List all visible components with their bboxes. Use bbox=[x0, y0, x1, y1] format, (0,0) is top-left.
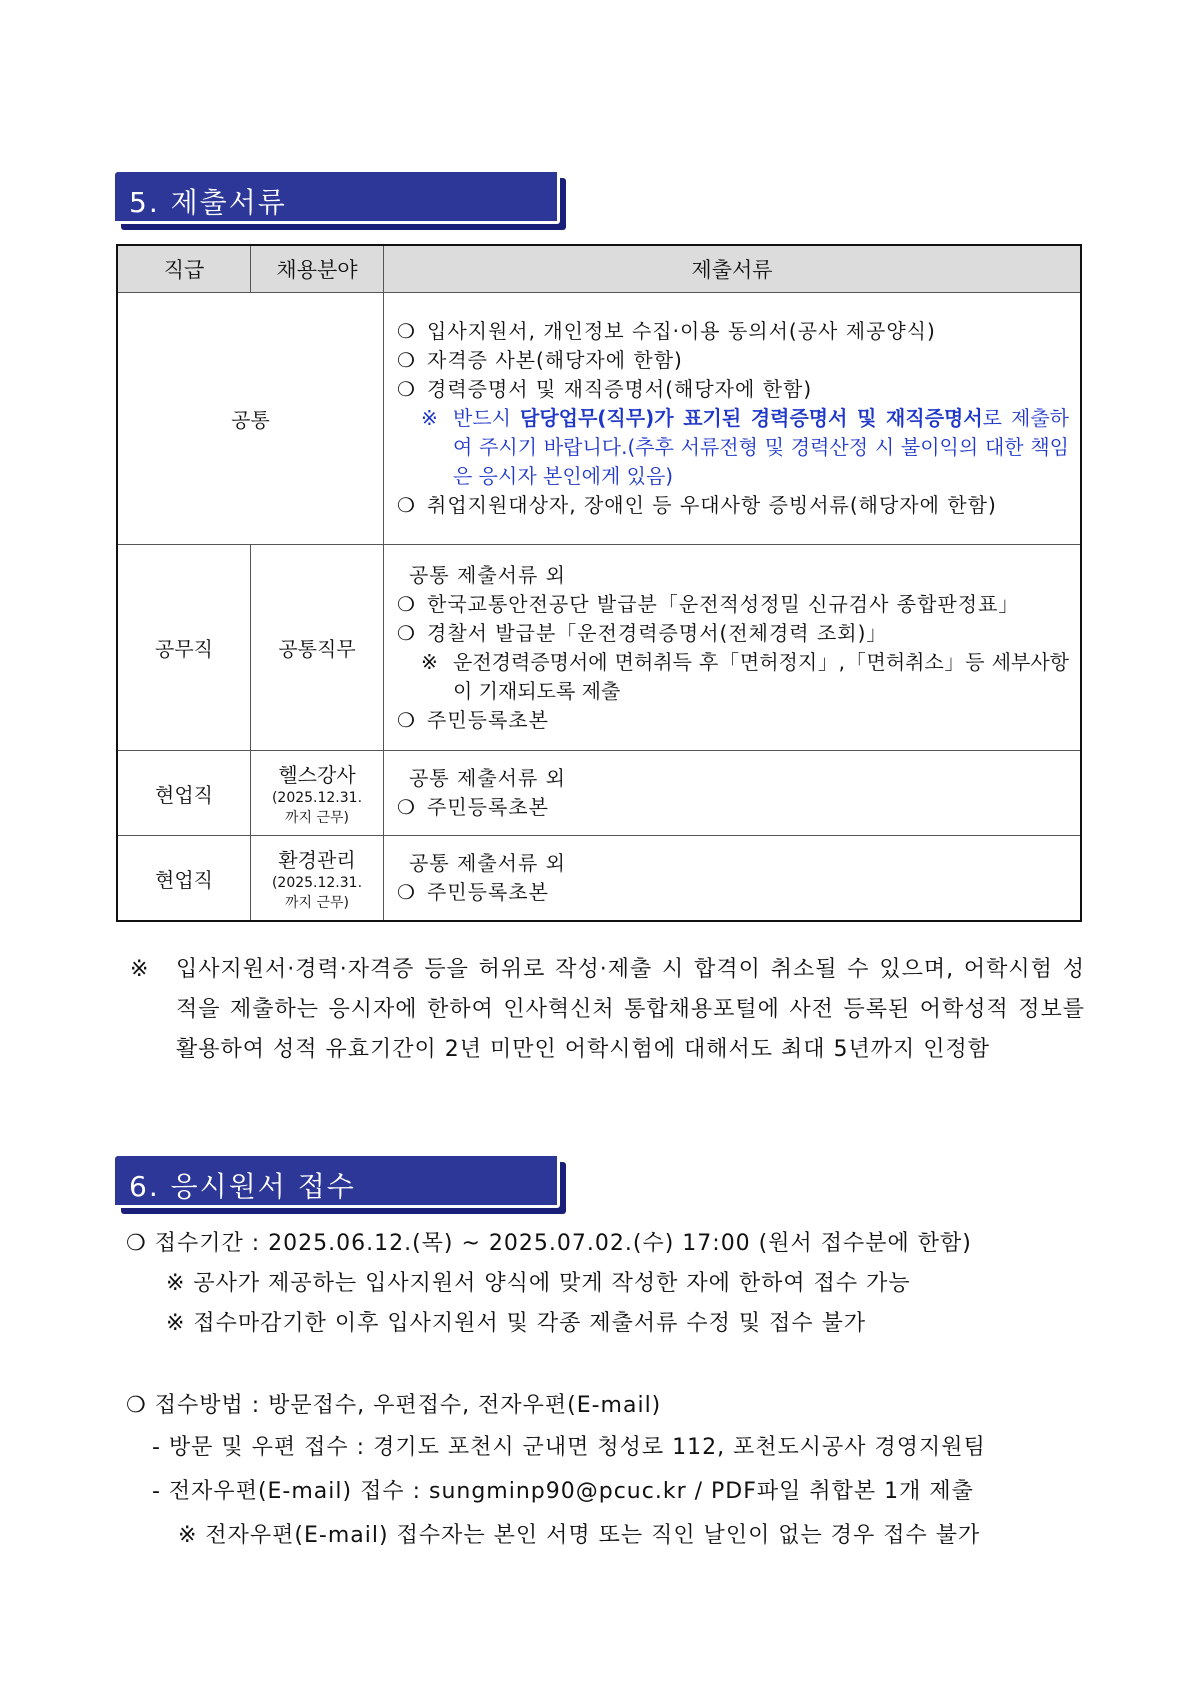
period-note-2: ※ 접수마감기한 이후 입사지원서 및 각종 제출서류 수정 및 접수 불가 bbox=[166, 1311, 867, 1336]
bullet-icon: ❍ bbox=[397, 377, 415, 401]
intro-text: 공통 제출서류 외 bbox=[409, 851, 566, 875]
reference-mark-icon: ※ bbox=[421, 406, 438, 430]
table-row-common bbox=[117, 293, 1081, 545]
common-label: 공통 bbox=[117, 293, 384, 545]
field-cell: 환경관리 (2025.12.31. 까지 근무) bbox=[251, 836, 384, 922]
bullet-icon: ❍ bbox=[397, 348, 415, 372]
documents-table bbox=[116, 244, 1082, 922]
list-item: ❍ 경찰서 발급분「운전경력증명서(전체경력 조회)」 bbox=[397, 619, 1069, 648]
docs-cell bbox=[384, 836, 1082, 922]
list-item: ❍ 입사지원서, 개인정보 수집·이용 동의서(공사 제공양식) bbox=[397, 317, 1069, 346]
method-email: - 전자우편(E-mail) 접수 : sungminp90@pcuc.kr / PDF파일 취합본 1개 제출 bbox=[152, 1479, 974, 1504]
reference-mark-icon: ※ bbox=[130, 957, 150, 982]
bullet-icon: ❍ bbox=[397, 493, 415, 517]
section-5-header bbox=[115, 172, 560, 224]
list-item: ❍ 주민등록초본 bbox=[397, 878, 1069, 907]
table-row-environment bbox=[117, 836, 1081, 922]
application-period: ❍ 접수기간 : 2025.06.12.(목) ~ 2025.07.02.(수) 17:00 (원서 접수분에 한함) bbox=[126, 1231, 972, 1256]
list-item: ❍ 주민등록초본 bbox=[397, 706, 1069, 735]
list-item: ❍ 취업지원대상자, 장애인 등 우대사항 증빙서류(해당자에 한함) bbox=[397, 491, 1069, 520]
header-rank: 직급 bbox=[117, 245, 251, 293]
intro-text: 공통 제출서류 외 bbox=[409, 562, 566, 587]
header-field: 채용분야 bbox=[251, 245, 384, 293]
list-item: ❍ 경력증명서 및 재직증명서(해당자에 한함) bbox=[397, 375, 1069, 404]
application-method: ❍ 접수방법 : 방문접수, 우편접수, 전자우편(E-mail) bbox=[126, 1393, 662, 1418]
table-row-fitness bbox=[117, 751, 1081, 836]
rank-cell: 공무직 bbox=[117, 545, 251, 751]
common-docs-cell bbox=[384, 293, 1082, 545]
method-visit-mail: - 방문 및 우편 접수 : 경기도 포천시 군내면 청성로 112, 포천도시공사 경영지원팀 bbox=[152, 1435, 986, 1460]
bullet-icon: ❍ bbox=[397, 707, 415, 732]
notice-text: 입사지원서·경력·자격증 등을 허위로 작성·제출 시 합격이 취소될 수 있으며, 어학시험 성적을 제출하는 응시자에 한하여 인사혁신처 통합채용포털에 사전 등록된 어학성적 정보를 활용하여 성적 유효기간이 2년 미만인 어학시험에 대해서도 최대 5년까지 인정함 bbox=[176, 957, 1085, 1062]
field-cell: 헬스강사 (2025.12.31. 까지 근무) bbox=[251, 751, 384, 836]
bullet-icon: ❍ bbox=[397, 880, 415, 904]
period-note-1: ※ 공사가 제공하는 입사지원서 양식에 맞게 작성한 자에 한하여 접수 가능 bbox=[166, 1271, 911, 1296]
row-note: ※ 운전경력증명서에 면허취득 후「면허정지」,「면허취소」등 세부사항이 기재되도록 제출 bbox=[397, 648, 1069, 706]
method-email-note: ※ 전자우편(E-mail) 접수자는 본인 서명 또는 직인 날인이 없는 경우 접수 불가 bbox=[178, 1523, 981, 1548]
bullet-icon: ❍ bbox=[397, 591, 415, 616]
table-row-public-service bbox=[117, 545, 1081, 751]
list-item: ❍ 한국교통안전공단 발급분「운전적성정밀 신규검사 종합판정표」 bbox=[397, 590, 1069, 619]
note-emphasis: 담당업무(직무)가 표기된 경력증명서 및 재직증명서 bbox=[520, 406, 983, 430]
rank-cell: 현업직 bbox=[117, 751, 251, 836]
field-cell: 공통직무 bbox=[251, 545, 384, 751]
section-5-title: 5. 제출서류 bbox=[129, 186, 287, 219]
bullet-icon: ❍ bbox=[397, 795, 415, 819]
bullet-icon: ❍ bbox=[397, 620, 415, 645]
docs-cell bbox=[384, 751, 1082, 836]
list-item: ❍ 자격증 사본(해당자에 한함) bbox=[397, 346, 1069, 375]
reference-mark-icon: ※ bbox=[421, 649, 438, 674]
list-item: ❍ 주민등록초본 bbox=[397, 793, 1069, 822]
intro-text: 공통 제출서류 외 bbox=[409, 766, 566, 790]
docs-cell bbox=[384, 545, 1082, 751]
rank-cell: 현업직 bbox=[117, 836, 251, 922]
common-note: ※ 반드시 담당업무(직무)가 표기된 경력증명서 및 재직증명서로 제출하여 주시기 바랍니다.(추후 서류전형 및 경력산정 시 불이익의 대한 책임은 응시자 본인에게 있음) bbox=[397, 404, 1069, 491]
table-header-row bbox=[117, 245, 1081, 293]
section-6-title: 6. 응시원서 접수 bbox=[129, 1170, 356, 1203]
header-documents: 제출서류 bbox=[384, 245, 1082, 293]
false-submission-notice bbox=[130, 950, 1085, 1070]
section-6-header bbox=[115, 1156, 560, 1208]
bullet-icon: ❍ bbox=[397, 319, 415, 343]
